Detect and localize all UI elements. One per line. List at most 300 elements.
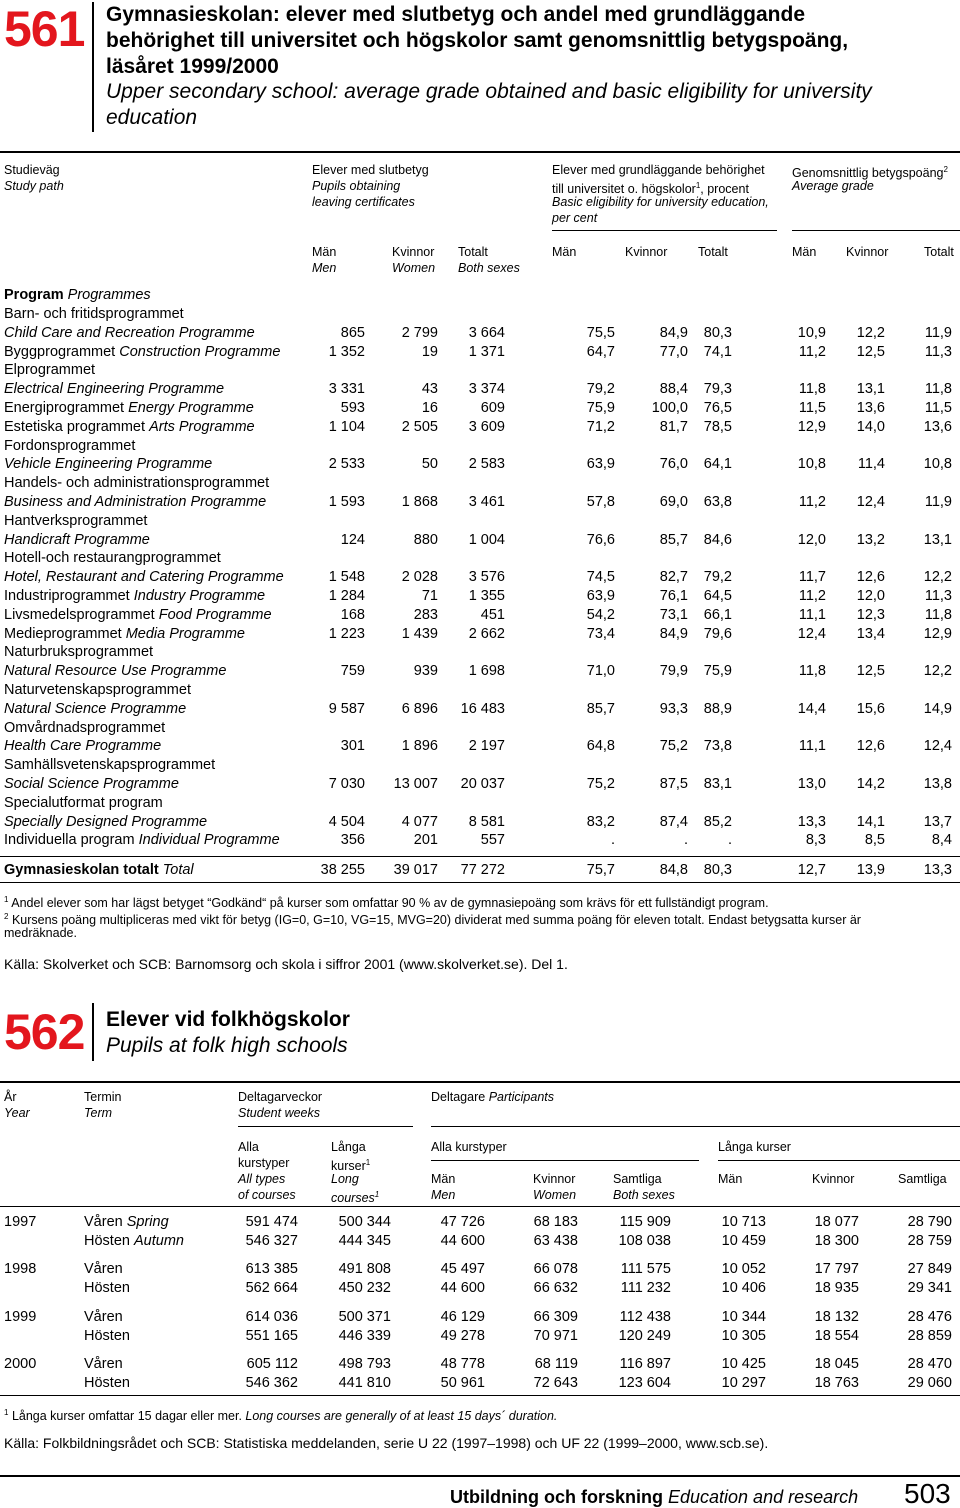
table-number: 562: [4, 1004, 85, 1060]
table-cell: 3 374: [468, 381, 505, 398]
table-cell: 14,9: [923, 700, 952, 717]
header-text: Deltagare: [431, 1090, 486, 1104]
table-cell: 11,9: [924, 494, 952, 510]
header-text: courses: [331, 1191, 375, 1206]
table-cell: 14,4: [797, 700, 826, 717]
table-cell: 15,6: [856, 700, 885, 717]
table-cell: 562 664: [245, 1280, 298, 1296]
table-cell: 13,8: [923, 776, 952, 792]
table-cell: 1 004: [468, 531, 505, 548]
table-cell: .: [610, 832, 615, 849]
table-cell: 6 896: [401, 700, 438, 717]
table-cell: 1 355: [468, 588, 505, 604]
column-header: All types: [238, 1172, 286, 1186]
table-cell: 13,4: [856, 625, 885, 642]
table-cell: 64,1: [703, 456, 732, 473]
row-label-sv: Individuella program: [4, 832, 135, 849]
table-cell: 68 183: [533, 1214, 578, 1230]
table-cell: 27 849: [907, 1261, 952, 1277]
table-cell: 546 327: [245, 1233, 298, 1249]
table-cell: 1 896: [401, 738, 438, 755]
total-cell: 39 017: [393, 862, 438, 878]
footer-section: [450, 1487, 858, 1508]
row-label-sv: Omvårdnadsprogrammet: [4, 719, 166, 736]
header-rule: [431, 1160, 699, 1161]
table-cell: 1 593: [328, 494, 365, 510]
table-cell: 29 341: [907, 1280, 952, 1296]
table-cell: 44 600: [440, 1233, 485, 1249]
row-label-en: Specially Designed Programme: [4, 813, 208, 830]
table-cell: 441 810: [338, 1375, 391, 1391]
row-label-en: Electrical Engineering Programme: [4, 381, 225, 398]
row-label-sv: Elprogrammet: [4, 362, 96, 379]
table-cell: 10 713: [721, 1214, 766, 1230]
header-rule: [238, 1126, 413, 1127]
table-cell: 3 331: [328, 381, 365, 398]
page-title: Gymnasieskolan: elever med slutbetyg och andel med grundläggande: [106, 3, 806, 26]
table-cell: 18 300: [814, 1233, 859, 1249]
total-cell: 13,3: [923, 862, 952, 878]
table-cell: 71: [421, 588, 438, 604]
row-term-sv: Hösten: [84, 1328, 130, 1344]
table-cell: .: [683, 832, 688, 849]
table-cell: 444 345: [338, 1233, 391, 1249]
total-rule: [0, 856, 960, 857]
column-header: Basic eligibility for university education,: [552, 195, 769, 209]
table-cell: .: [727, 832, 732, 849]
row-label-sv: Hotell-och restaurangprogrammet: [4, 550, 221, 567]
row-label-en: Natural Science Programme: [4, 700, 187, 717]
table-cell: 591 474: [245, 1214, 298, 1230]
table-cell: 50: [421, 456, 438, 473]
table-cell: 2 799: [401, 324, 438, 341]
table-cell: 14,2: [856, 776, 885, 792]
table-cell: 82,7: [659, 569, 688, 586]
column-header-total: Totalt: [924, 245, 954, 259]
table-cell: 10 406: [721, 1280, 766, 1296]
table-cell: 10 052: [721, 1261, 766, 1277]
row-term: [84, 1374, 130, 1393]
table-cell: 69,0: [659, 494, 688, 510]
row-term-sv: Hösten: [84, 1233, 130, 1249]
table-cell: 17 797: [814, 1261, 859, 1277]
header-text: till universitet o. högskolor: [552, 182, 696, 197]
column-header-men: Men: [312, 261, 337, 275]
table-cell: 16: [421, 400, 438, 416]
table-cell: 84,9: [659, 324, 688, 341]
table-cell: 18 763: [814, 1375, 859, 1391]
column-header: kurstyper: [238, 1156, 290, 1170]
footnote-text: Andel elever som har lägst betyget “Godkänd“ på kurser som omfattar 90 % av de gymnasiepoäng som krävs för ett fullständigt program.: [11, 896, 769, 911]
table-cell: 10 297: [721, 1375, 766, 1391]
table-cell: 12,9: [797, 418, 826, 435]
table-cell: 11,1: [798, 606, 826, 623]
column-header: Termin: [84, 1090, 122, 1104]
table-cell: 11,8: [798, 381, 826, 398]
table-cell: 18 077: [814, 1214, 859, 1230]
column-header: per cent: [552, 211, 598, 225]
row-term-sv: Våren: [84, 1214, 123, 1230]
table-cell: 1 868: [401, 494, 438, 510]
header-bottom-rule: [0, 1206, 960, 1207]
table-cell: 29 060: [907, 1375, 952, 1391]
row-label: [4, 418, 255, 437]
table-cell: 1 548: [328, 569, 365, 586]
table-cell: 85,7: [586, 700, 615, 717]
table-top-rule: [0, 1081, 960, 1083]
table-cell: 64,8: [586, 738, 615, 755]
table-cell: 28 470: [907, 1356, 952, 1372]
row-term: [84, 1327, 130, 1346]
column-header-men: Män: [431, 1172, 456, 1186]
footnote-marker: 2: [4, 912, 9, 921]
table-cell: 57,8: [586, 494, 615, 510]
table-cell: 8,3: [805, 832, 826, 849]
total-cell: 80,3: [703, 862, 732, 878]
row-term-sv: Våren: [84, 1261, 123, 1277]
column-header-women: Kvinnor: [846, 245, 889, 259]
table-cell: 2 505: [401, 418, 438, 435]
column-header: Studieväg: [4, 163, 60, 177]
total-cell: 77 272: [460, 862, 505, 878]
table-cell: 9 587: [328, 700, 365, 717]
row-label-en: Handicraft Programme: [4, 531, 150, 548]
table-cell: 1 371: [468, 343, 505, 360]
total-cell: 13,9: [856, 862, 885, 878]
page-title: behörighet till universitet och högskolor samt genomsnittlig betygspoäng,: [106, 29, 849, 52]
column-header: Long: [331, 1172, 359, 1186]
row-label-en: Business and Administration Programme: [4, 494, 267, 510]
table-bottom-rule: [0, 1395, 960, 1396]
table-cell: 76,1: [659, 588, 688, 604]
row-label-sv: Medieprogrammet: [4, 625, 122, 642]
row-term-en: Spring: [126, 1214, 169, 1230]
page-subtitle: Upper secondary school: average grade obtained and basic eligibility for university: [106, 80, 872, 103]
table-cell: 201: [413, 832, 438, 849]
table-cell: 2 583: [468, 456, 505, 473]
row-label: [4, 587, 265, 606]
table-cell: 79,9: [659, 663, 688, 680]
table-cell: 18 045: [814, 1356, 859, 1372]
table-cell: 75,2: [586, 776, 615, 792]
column-header: Långa: [331, 1140, 366, 1154]
table-cell: 48 778: [440, 1356, 485, 1372]
table-cell: 2 197: [468, 738, 505, 755]
table-cell: 450 232: [338, 1280, 391, 1296]
total-cell: 38 255: [320, 862, 365, 878]
table-cell: 10,8: [923, 456, 952, 473]
table-cell: 3 609: [468, 418, 505, 435]
table-cell: 54,2: [586, 606, 615, 623]
table-cell: 70 971: [533, 1328, 578, 1344]
table-cell: 79,6: [703, 625, 732, 642]
footnote-text: Kursens poäng multipliceras med vikt för betyg (IG=0, G=10, VG=15, MVG=20) dividerat med summa poäng för eleven totalt. Endast betygsatta kurser är: [11, 913, 861, 928]
table-cell: 12,0: [797, 531, 826, 548]
column-header: leaving certificates: [312, 195, 415, 209]
row-label-sv: Specialutformat program: [4, 794, 163, 811]
column-header: Alla: [238, 1140, 259, 1154]
table-cell: 63,9: [586, 456, 615, 473]
footnote: [4, 1404, 557, 1425]
table-cell: 11,8: [924, 381, 952, 398]
table-cell: 10,8: [797, 456, 826, 473]
footnote-text: Long courses are generally of at least 15 days´ duration.: [245, 1409, 558, 1424]
header-text: , procent: [700, 182, 749, 197]
table-cell: 79,2: [703, 569, 732, 586]
table-cell: 20 037: [460, 776, 505, 792]
table-top-rule: [0, 151, 960, 153]
table-cell: 66,1: [703, 606, 732, 623]
table-cell: 1 352: [328, 343, 365, 360]
footnote-marker: 1: [4, 895, 9, 904]
column-header-men: Män: [312, 245, 337, 259]
row-label-sv: Energiprogrammet: [4, 400, 125, 416]
table-cell: 84,6: [703, 531, 732, 548]
table-cell: 68 119: [534, 1356, 578, 1372]
column-header-women: Kvinnor: [392, 245, 435, 259]
row-label-en: Food Programme: [158, 606, 272, 623]
table-cell: 28 859: [907, 1328, 952, 1344]
table-cell: 44 600: [440, 1280, 485, 1296]
title-rule: [92, 2, 94, 132]
row-term: [84, 1279, 130, 1298]
footnote: [4, 908, 861, 929]
column-header-total: Samtliga: [613, 1172, 662, 1186]
table-bottom-rule: [0, 882, 960, 883]
table-cell: 115 909: [619, 1214, 671, 1230]
footnote: medräknade.: [4, 926, 77, 940]
table-cell: 11,3: [924, 343, 952, 360]
column-header: Year: [4, 1106, 30, 1120]
table-cell: 11,5: [798, 400, 826, 416]
table-cell: 11,8: [798, 663, 826, 680]
row-label: [4, 831, 280, 850]
column-header: Average grade: [792, 179, 874, 193]
table-cell: 7 030: [328, 776, 365, 792]
table-cell: 88,9: [703, 700, 732, 717]
table-cell: 446 339: [338, 1328, 391, 1344]
column-header-total: Totalt: [458, 245, 488, 259]
page-subtitle: Pupils at folk high schools: [106, 1034, 348, 1057]
table-cell: 11,4: [857, 456, 885, 473]
row-label: [4, 606, 272, 625]
table-cell: 74,5: [586, 569, 615, 586]
table-cell: 87,4: [659, 813, 688, 830]
column-header-men: Män: [718, 1172, 743, 1186]
table-cell: 76,0: [659, 456, 688, 473]
column-header: Alla kurstyper: [431, 1140, 507, 1154]
table-cell: 13,6: [923, 418, 952, 435]
table-cell: 11,9: [924, 324, 952, 341]
column-header: Långa kurser: [718, 1140, 791, 1154]
table-cell: 491 808: [338, 1261, 391, 1277]
table-cell: 73,8: [703, 738, 732, 755]
column-header-women: Kvinnor: [533, 1172, 576, 1186]
table-cell: 12,4: [923, 738, 952, 755]
row-label-en: Individual Programme: [138, 832, 280, 849]
table-cell: 72 643: [533, 1375, 578, 1391]
table-cell: 63,8: [703, 494, 732, 510]
row-label-en: Hotel, Restaurant and Catering Programme: [4, 569, 284, 586]
row-term: [84, 1308, 123, 1327]
row-label-en: Construction Programme: [119, 343, 281, 360]
column-header: of courses: [238, 1188, 296, 1202]
table-cell: 10,9: [797, 324, 826, 341]
table-cell: 593: [340, 400, 365, 416]
table-cell: 12,6: [856, 569, 885, 586]
table-cell: 301: [340, 738, 365, 755]
row-year: 2000: [4, 1356, 37, 1372]
header-text: kurser: [331, 1159, 366, 1174]
table-cell: 76,6: [586, 531, 615, 548]
header-text: Genomsnittlig betygspoäng: [792, 166, 944, 181]
column-header: Pupils obtaining: [312, 179, 401, 193]
table-cell: 13,1: [856, 381, 885, 398]
total-cell: 84,8: [659, 862, 688, 878]
row-year: 1999: [4, 1309, 37, 1325]
column-header: År: [4, 1090, 17, 1104]
row-term-sv: Hösten: [84, 1280, 130, 1296]
table-cell: 3 576: [468, 569, 505, 586]
table-cell: 11,3: [924, 588, 952, 604]
table-cell: 81,7: [659, 418, 688, 435]
table-cell: 76,5: [703, 400, 732, 416]
table-cell: 2 662: [468, 625, 505, 642]
table-cell: 12,0: [856, 588, 885, 604]
column-header-women: Women: [533, 1188, 577, 1202]
table-cell: 3 461: [468, 494, 505, 510]
row-label-sv: Industriprogrammet: [4, 588, 130, 604]
total-label: [4, 861, 194, 880]
row-year: 1997: [4, 1214, 37, 1230]
table-cell: 1 223: [328, 625, 365, 642]
column-header-total: Samtliga: [898, 1172, 947, 1186]
table-cell: 71,0: [586, 663, 615, 680]
header-rule: [792, 230, 960, 231]
table-cell: 451: [480, 606, 505, 623]
table-cell: 66 078: [533, 1261, 578, 1277]
table-cell: 759: [340, 663, 365, 680]
table-cell: 75,2: [659, 738, 688, 755]
column-header: Study path: [4, 179, 64, 193]
table-cell: 10 425: [721, 1356, 766, 1372]
table-cell: 18 132: [814, 1309, 859, 1325]
table-cell: 71,2: [586, 418, 615, 435]
table-cell: 2 028: [401, 569, 438, 586]
table-cell: 116 897: [619, 1356, 671, 1372]
table-cell: 75,5: [586, 324, 615, 341]
table-cell: 11,8: [924, 606, 952, 623]
table-cell: 10 305: [721, 1328, 766, 1344]
row-label-sv: Naturvetenskapsprogrammet: [4, 682, 191, 698]
row-label-en: Energy Programme: [128, 400, 254, 416]
row-label-en: Health Care Programme: [4, 738, 162, 755]
column-header-total: Totalt: [698, 245, 728, 259]
column-header: Student weeks: [238, 1106, 320, 1120]
total-label-en: Total: [162, 862, 194, 878]
table-cell: 12,3: [856, 606, 885, 623]
row-term-sv: Våren: [84, 1309, 123, 1325]
table-cell: 551 165: [245, 1328, 298, 1344]
footnote-marker: 1: [695, 181, 701, 190]
footnote-text: Långa kurser omfattar 15 dagar eller mer.: [11, 1409, 242, 1424]
table-cell: 46 129: [440, 1309, 485, 1325]
table-cell: 75,9: [703, 663, 732, 680]
table-cell: 14,1: [856, 813, 885, 830]
section-heading-en: Programmes: [67, 287, 151, 303]
row-label-sv: Estetiska programmet: [4, 418, 146, 435]
total-label-sv: Gymnasieskolan totalt: [4, 862, 159, 878]
table-cell: 613 385: [245, 1261, 298, 1277]
row-label: [4, 343, 280, 362]
table-cell: 49 278: [440, 1328, 485, 1344]
footnote-marker: 1: [365, 1158, 371, 1167]
table-cell: 77,0: [659, 343, 688, 360]
table-cell: 13,1: [923, 531, 952, 548]
table-cell: 865: [340, 324, 365, 341]
column-header: [331, 1187, 379, 1207]
table-cell: 13,3: [797, 813, 826, 830]
row-label-sv: Livsmedelsprogrammet: [4, 606, 155, 623]
table-cell: 47 726: [440, 1214, 485, 1230]
row-term: [84, 1355, 123, 1374]
header-rule: [718, 1160, 960, 1161]
footer-section-sv: Utbildning och forskning: [450, 1487, 663, 1507]
row-term: [84, 1213, 169, 1232]
table-cell: 609: [480, 400, 505, 416]
table-cell: 13,2: [856, 531, 885, 548]
row-term: [84, 1260, 123, 1279]
table-cell: 10 344: [721, 1309, 766, 1325]
table-cell: 63,9: [586, 588, 615, 604]
table-cell: 12,5: [856, 343, 885, 360]
table-cell: 4 077: [401, 813, 438, 830]
source-note: Källa: Folkbildningsrådet och SCB: Statistiska meddelanden, serie U 22 (1997–1998) och UF 22 (1999–2000, www.scb.se).: [4, 1435, 769, 1451]
table-cell: 13,0: [797, 776, 826, 792]
title-rule: [92, 1003, 94, 1061]
header-rule: [431, 1126, 960, 1127]
row-label-sv: Byggprogrammet: [4, 343, 116, 360]
column-header: [431, 1089, 554, 1106]
table-cell: 66 632: [533, 1280, 578, 1296]
table-cell: 1 698: [468, 663, 505, 680]
row-label-en: Media Programme: [125, 625, 245, 642]
table-cell: 11,2: [798, 588, 826, 604]
table-cell: 14,0: [856, 418, 885, 435]
footnote-marker: 1: [4, 1408, 9, 1417]
section-heading-sv: Program: [4, 287, 64, 303]
table-cell: 8,4: [931, 832, 952, 849]
table-cell: 111 575: [620, 1261, 671, 1277]
table-cell: 50 961: [440, 1375, 485, 1391]
table-cell: 1 439: [401, 625, 438, 642]
table-cell: 12,2: [923, 663, 952, 680]
table-cell: 84,9: [659, 625, 688, 642]
row-label-sv: Naturbruksprogrammet: [4, 644, 154, 661]
column-header: Term: [84, 1106, 113, 1120]
column-header-women: Women: [392, 261, 436, 275]
table-cell: 1 284: [328, 588, 365, 604]
table-cell: 614 036: [245, 1309, 298, 1325]
table-cell: 939: [413, 663, 438, 680]
column-header-total: Both sexes: [613, 1188, 675, 1202]
table-cell: 3 664: [468, 324, 505, 341]
column-header: Deltagarveckor: [238, 1090, 323, 1104]
header-rule: [552, 230, 777, 231]
table-cell: 12,5: [856, 663, 885, 680]
total-cell: 12,7: [797, 862, 826, 878]
column-header-men: Män: [792, 245, 817, 259]
